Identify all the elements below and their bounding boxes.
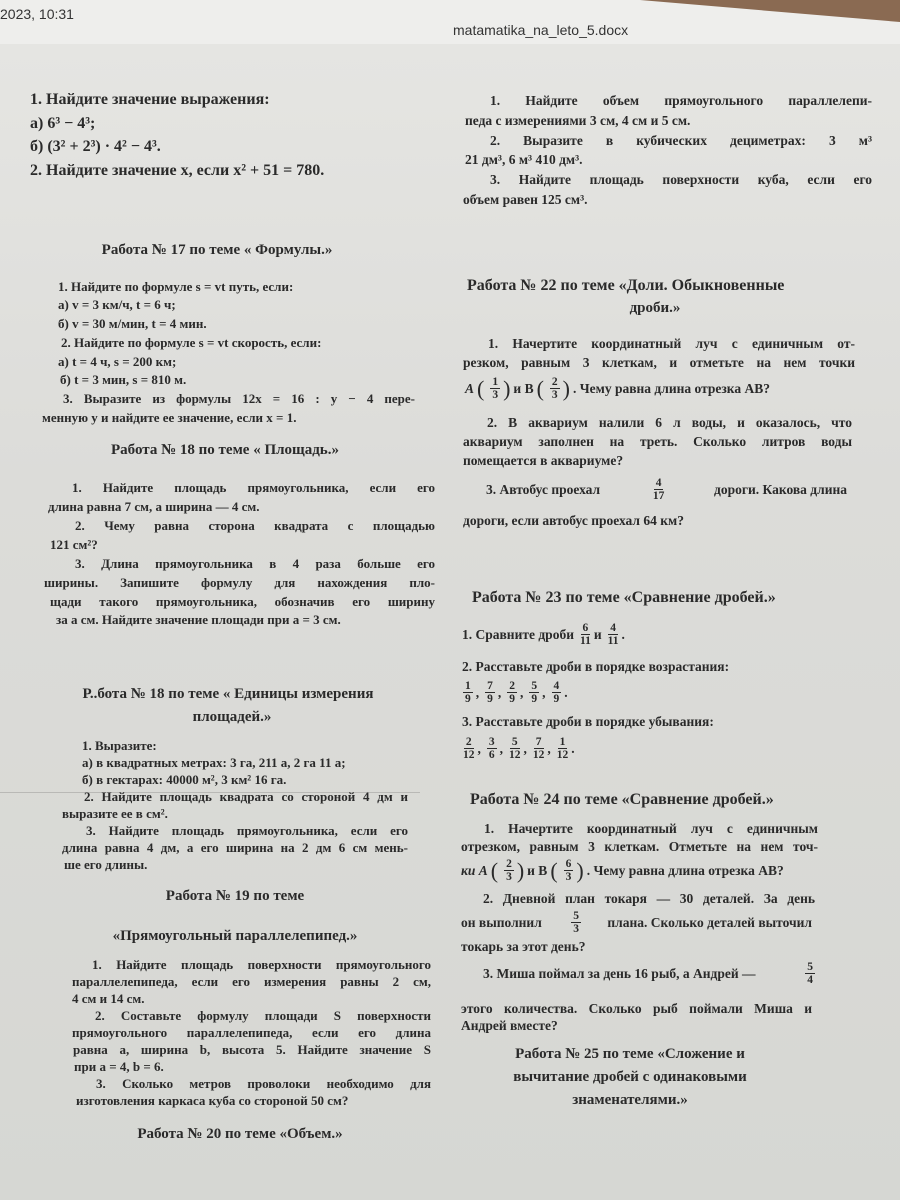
separator: , bbox=[477, 741, 481, 756]
section-title-w24: Работа № 24 по теме «Сравнение дробей.» bbox=[470, 791, 774, 808]
numerator: 1 bbox=[465, 680, 471, 692]
denominator: 3 bbox=[565, 871, 572, 883]
fraction bbox=[509, 736, 521, 761]
section-title-w18b-cont: площадей.» bbox=[192, 709, 272, 725]
text-line: 3. Сколько метров проволоки необходимо для bbox=[96, 1076, 431, 1091]
text-line: 1. Выразите: bbox=[82, 738, 157, 753]
text-line: б) v = 30 м/мин, t = 4 мин. bbox=[58, 316, 207, 331]
intro-line: 1. Найдите значение выражения: bbox=[30, 91, 270, 108]
section-title-w17: Работа № 17 по теме « Формулы.» bbox=[101, 242, 333, 258]
numerator: 7 bbox=[487, 680, 493, 692]
section-title-w25-cont: знаменателями.» bbox=[572, 1092, 688, 1108]
numerator: 2 bbox=[509, 680, 515, 692]
fraction bbox=[557, 736, 569, 761]
denominator: 12 bbox=[532, 749, 545, 761]
text-line: Андрей вместе? bbox=[461, 1018, 558, 1033]
text-line: 1. Начертите координатный луч с единичным от- bbox=[488, 336, 855, 351]
separator: , bbox=[523, 741, 527, 756]
section-title-w19: Работа № 19 по теме bbox=[165, 888, 305, 904]
text-line: щади такого прямоугольника, обозначив его ширину bbox=[50, 594, 435, 609]
numerator: 2 bbox=[551, 376, 558, 388]
text-line: изготовления каркаса куба со стороной 50 см? bbox=[76, 1093, 349, 1108]
separator: . bbox=[571, 741, 575, 756]
text-line: 2. В аквариум налили 6 л воды, и оказалось, что bbox=[487, 415, 852, 430]
text: 3. Автобус проехал bbox=[486, 482, 601, 497]
text-line: 1. Найдите площадь прямоугольника, если его bbox=[72, 480, 435, 495]
text-line: дороги, если автобус проехал 64 км? bbox=[463, 513, 684, 528]
separator: , bbox=[499, 741, 503, 756]
text-line: 2. Составьте формулу площади S поверхности bbox=[95, 1008, 431, 1023]
text-line: 2. Найдите площадь квадрата со стороной 4 дм и bbox=[84, 789, 408, 804]
text-line: этого количества. Сколько рыб поймали Миша и bbox=[461, 1001, 812, 1016]
text-line: длина равна 7 см, а ширина — 4 см. bbox=[48, 499, 260, 514]
text-line-fractions bbox=[462, 622, 628, 647]
text-line: 3. Длина прямоугольника в 4 раза больше его bbox=[75, 556, 435, 571]
fraction bbox=[552, 680, 562, 705]
text: он выполнил bbox=[461, 915, 542, 930]
text-line: 121 см²? bbox=[50, 537, 98, 552]
fraction bbox=[504, 858, 514, 883]
numerator: 1 bbox=[559, 736, 566, 748]
text-line-fractions bbox=[461, 910, 815, 935]
paren: ( bbox=[490, 857, 499, 883]
fraction bbox=[529, 680, 539, 705]
text: дороги. Какова длина bbox=[714, 482, 847, 497]
text-line: за a см. Найдите значение площади при a = 3 см. bbox=[56, 612, 341, 627]
paren: ( bbox=[477, 375, 485, 401]
fraction bbox=[653, 477, 665, 502]
text: 3. Миша поймал за день 16 рыб, а Андрей — bbox=[483, 966, 756, 981]
numerator: 7 bbox=[535, 736, 542, 748]
numerator: 2 bbox=[506, 858, 512, 870]
document-filename: matamatika_na_leto_5.docx bbox=[453, 22, 629, 38]
fraction bbox=[564, 858, 574, 883]
text-line: 21 дм³, 6 м³ 410 дм³. bbox=[465, 152, 583, 167]
text-line-fractions bbox=[483, 961, 818, 986]
numerator: 5 bbox=[573, 910, 579, 922]
numerator: 4 bbox=[610, 622, 616, 634]
section-title-w25: Работа № 25 по теме «Сложение и bbox=[515, 1046, 745, 1062]
text-line: токарь за этот день? bbox=[461, 939, 586, 954]
text-line: 3. Расставьте дроби в порядке убывания: bbox=[462, 714, 714, 729]
text-line-fractions bbox=[486, 477, 850, 502]
numerator: 6 bbox=[565, 858, 572, 870]
intro-line: а) 6³ − 4³; bbox=[30, 115, 96, 132]
text-line: а) v = 3 км/ч, t = 6 ч; bbox=[58, 297, 176, 312]
text-line-fractions bbox=[465, 376, 773, 401]
fraction-list bbox=[460, 680, 571, 705]
section-title-w20: Работа № 20 по теме «Объем.» bbox=[137, 1126, 343, 1142]
denominator: 11 bbox=[579, 635, 591, 647]
fraction bbox=[571, 910, 581, 935]
text: и B bbox=[527, 863, 548, 878]
intro-line: б) (3² + 2³) · 4² − 4³. bbox=[30, 138, 161, 155]
numerator: 6 bbox=[582, 622, 589, 634]
text: ки A bbox=[461, 863, 488, 878]
fraction bbox=[805, 961, 815, 986]
paren: ) bbox=[516, 857, 525, 883]
text-line: 1. Найдите объем прямоугольного параллелепи- bbox=[490, 93, 872, 108]
fraction bbox=[485, 680, 495, 705]
text: плана. Сколько деталей выточил bbox=[607, 915, 812, 930]
denominator: 12 bbox=[556, 749, 569, 761]
paren: ) bbox=[562, 375, 570, 401]
denominator: 3 bbox=[573, 923, 579, 935]
fraction bbox=[580, 622, 591, 647]
text-line: б) t = 3 мин, s = 810 м. bbox=[60, 372, 187, 387]
text-line: параллелепипеда, если его измерения равны 2 см, bbox=[72, 974, 431, 989]
denominator: 3 bbox=[551, 389, 558, 401]
text-line: 2. Чему равна сторона квадрата с площадью bbox=[75, 518, 435, 533]
denominator: 11 bbox=[607, 635, 619, 647]
text-line: резком, равным 3 клеткам, и отметьте на нем точки bbox=[463, 355, 855, 370]
section-title-w18b: Р..бота № 18 по теме « Единицы измерения bbox=[82, 686, 374, 702]
numerator: 5 bbox=[531, 680, 538, 692]
text-line: б) в гектарах: 40000 м², 3 км² 16 га. bbox=[82, 772, 287, 787]
denominator: 17 bbox=[652, 490, 665, 502]
numerator: 2 bbox=[465, 736, 472, 748]
background-fabric bbox=[640, 0, 900, 22]
text-line: ширины. Запишите формулу для нахождения пло- bbox=[44, 575, 435, 590]
text-line: равна a, ширина b, высота 5. Найдите значение S bbox=[73, 1042, 431, 1057]
fraction bbox=[507, 680, 517, 705]
text-line: а) в квадратных метрах: 3 га, 211 а, 2 га 11 а; bbox=[82, 755, 346, 770]
denominator: 9 bbox=[509, 693, 515, 705]
text: и B bbox=[513, 381, 534, 396]
text-line: менную y и найдите ее значение, если x = 1. bbox=[42, 410, 297, 425]
text-line: помещается в аквариуме? bbox=[463, 453, 624, 468]
paren: ) bbox=[576, 857, 584, 883]
text-line: 1. Начертите координатный луч с единичным bbox=[484, 821, 818, 836]
denominator: 3 bbox=[492, 389, 499, 401]
text-line: а) t = 4 ч, s = 200 км; bbox=[58, 354, 177, 369]
fraction bbox=[490, 376, 500, 401]
numerator: 3 bbox=[488, 736, 495, 748]
text-line: 3. Найдите площадь прямоугольника, если его bbox=[86, 823, 408, 838]
point-label: A bbox=[465, 381, 475, 396]
intro-line: 2. Найдите значение x, если x² + 51 = 780. bbox=[30, 162, 325, 179]
text: и bbox=[593, 627, 602, 642]
fraction bbox=[463, 736, 475, 761]
denominator: 6 bbox=[488, 749, 495, 761]
text-line: отрезком, равным 3 клеткам. Отметьте на нем точ- bbox=[461, 839, 818, 854]
denominator: 9 bbox=[487, 693, 493, 705]
section-title-w22-cont: дроби.» bbox=[629, 300, 681, 316]
text-line: 2. Найдите по формуле s = vt скорость, если: bbox=[61, 335, 322, 350]
text-line: ше его длины. bbox=[64, 857, 148, 872]
fraction bbox=[487, 736, 497, 761]
fraction bbox=[533, 736, 545, 761]
text-line: 3. Выразите из формулы 12x = 16 : y − 4 пере- bbox=[63, 391, 415, 406]
fraction-list bbox=[460, 736, 578, 761]
paren: ( bbox=[550, 857, 558, 883]
section-title-w23: Работа № 23 по теме «Сравнение дробей.» bbox=[472, 589, 776, 606]
print-timestamp: 2023, 10:31 bbox=[0, 6, 74, 22]
denominator: 9 bbox=[553, 693, 560, 705]
text-line: выразите ее в см². bbox=[62, 806, 168, 821]
text-line: 2. Выразите в кубических дециметрах: 3 м³ bbox=[490, 133, 872, 148]
numerator: 1 bbox=[492, 376, 499, 388]
denominator: 12 bbox=[463, 749, 475, 761]
paren: ( bbox=[536, 375, 544, 401]
text-line: прямоугольного параллелепипеда, если его длина bbox=[72, 1025, 431, 1040]
numerator: 4 bbox=[553, 680, 560, 692]
section-title-w18: Работа № 18 по теме « Площадь.» bbox=[111, 442, 339, 458]
text-line: длина равна 4 дм, а его ширина на 2 дм 6 см мень- bbox=[62, 840, 408, 855]
text: 1. Сравните дроби bbox=[462, 627, 574, 642]
denominator: 9 bbox=[531, 693, 538, 705]
section-title-w25-cont: вычитание дробей с одинаковыми bbox=[513, 1069, 747, 1085]
text-line: 2. Дневной план токаря — 30 деталей. За день bbox=[483, 891, 815, 906]
numerator: 5 bbox=[511, 736, 518, 748]
denominator: 3 bbox=[506, 871, 512, 883]
separator: , bbox=[475, 685, 480, 700]
fraction bbox=[550, 376, 560, 401]
separator: , bbox=[542, 685, 546, 700]
text-line: аквариум заполнен на треть. Сколько литров воды bbox=[463, 434, 852, 449]
text-line: педа с измерениями 3 см, 4 см и 5 см. bbox=[465, 113, 691, 128]
denominator: 9 bbox=[465, 693, 471, 705]
denominator: 12 bbox=[509, 749, 521, 761]
text: . Чему равна длина отрезка AB? bbox=[573, 381, 771, 396]
text-line: 2. Расставьте дроби в порядке возрастания: bbox=[462, 659, 730, 674]
section-title-w19-cont: «Прямоугольный параллелепипед.» bbox=[112, 928, 358, 944]
numerator: 5 bbox=[807, 961, 813, 973]
text-line-fractions bbox=[461, 858, 787, 883]
paren: ) bbox=[503, 375, 511, 401]
text: . bbox=[621, 627, 625, 642]
separator: , bbox=[497, 685, 502, 700]
separator: , bbox=[547, 741, 551, 756]
section-title-w22: Работа № 22 по теме «Доли. Обыкновенные bbox=[467, 277, 785, 294]
text-line: 1. Найдите площадь поверхности прямоугольного bbox=[92, 957, 431, 972]
text: . Чему равна длина отрезка AB? bbox=[586, 863, 784, 878]
text-line: 4 см и 14 см. bbox=[72, 991, 145, 1006]
text-line: 1. Найдите по формуле s = vt путь, если: bbox=[58, 279, 294, 294]
text-line: 3. Найдите площадь поверхности куба, если его bbox=[490, 172, 872, 187]
fraction bbox=[608, 622, 619, 647]
text-line: при a = 4, b = 6. bbox=[74, 1059, 164, 1074]
separator: , bbox=[520, 685, 524, 700]
separator: . bbox=[564, 685, 568, 700]
text-line: объем равен 125 см³. bbox=[463, 192, 588, 207]
denominator: 4 bbox=[807, 974, 813, 986]
fraction bbox=[463, 680, 473, 705]
numerator: 4 bbox=[655, 477, 662, 489]
